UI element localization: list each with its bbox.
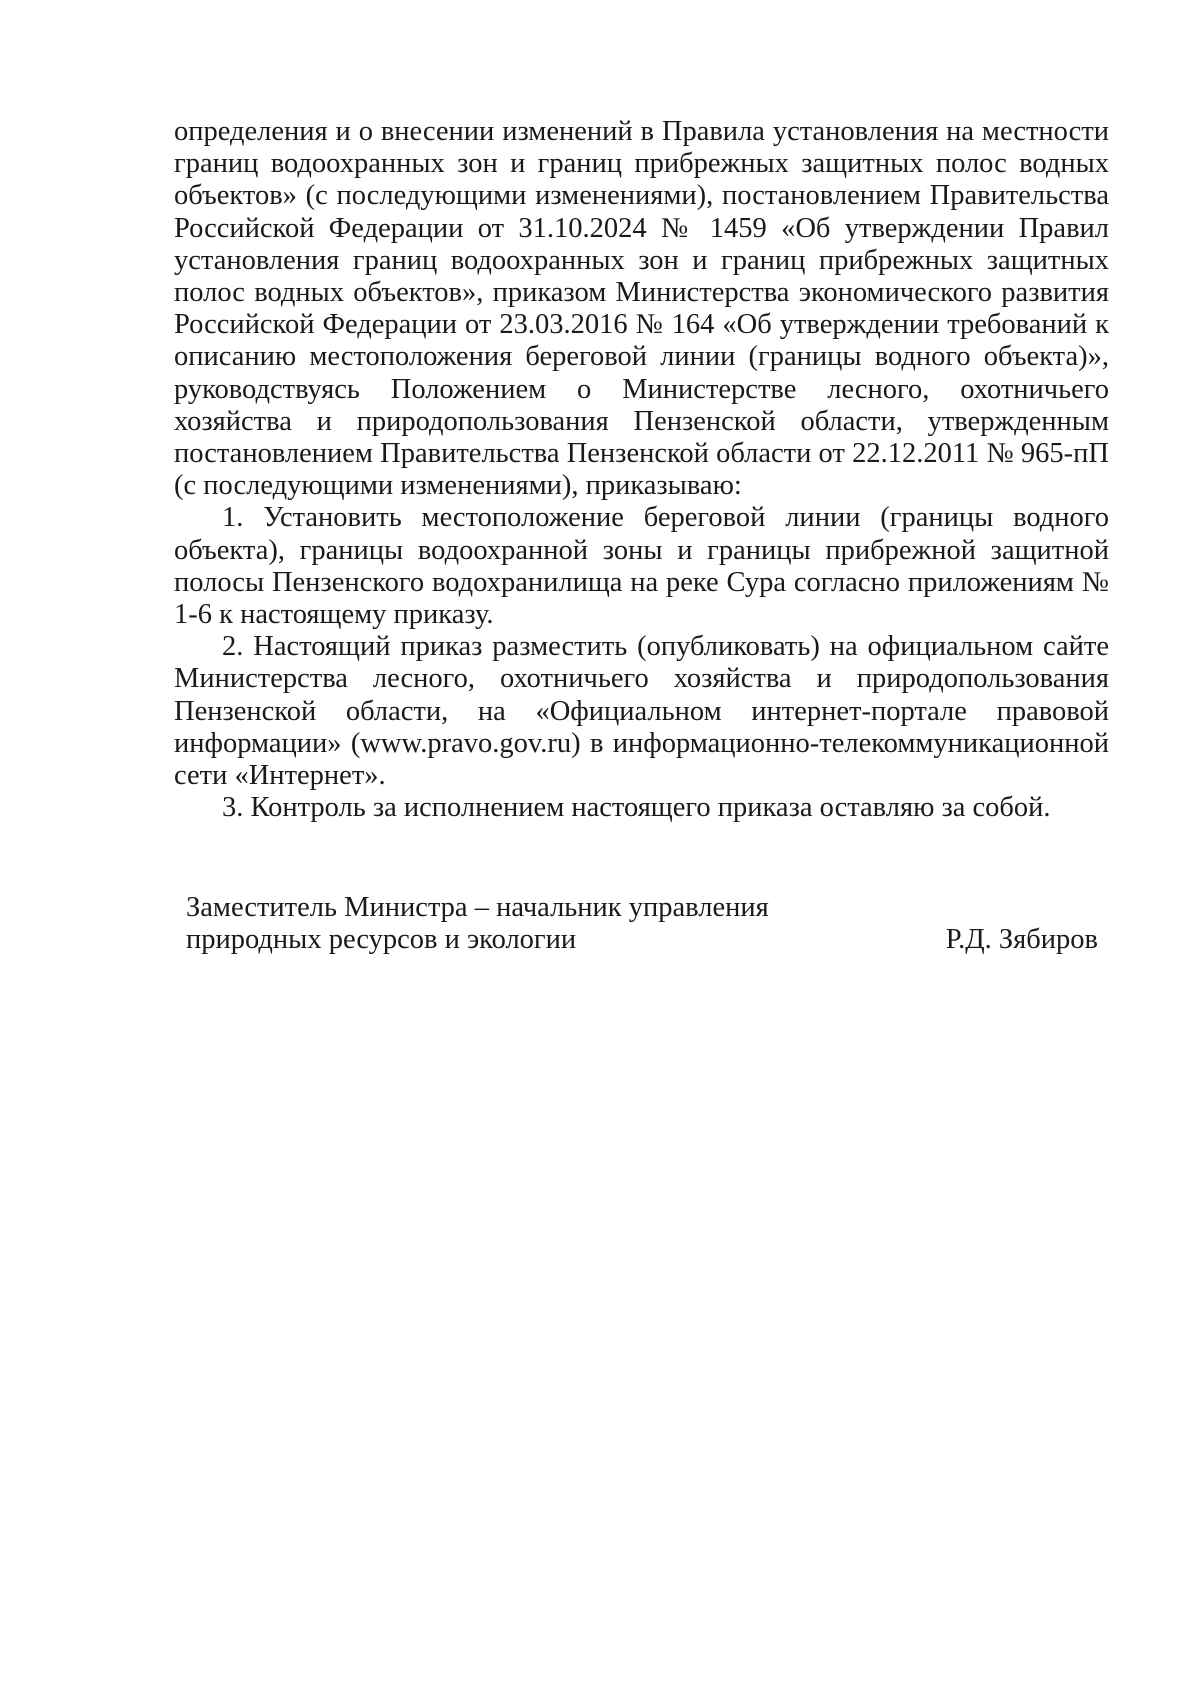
paragraph-item-1: 1. Установить местоположение береговой линии (границы водного объекта), границы водоохранной зоны и границы прибрежной защитной полосы Пензенского водохранилища на реке Сура согласно приложениям № 1-6 к настоящему приказу. — [174, 502, 1109, 631]
signatory-position-line-1: Заместитель Министра – начальник управления — [186, 892, 769, 923]
paragraph-item-2: 2. Настоящий приказ разместить (опубликовать) на официальном сайте Министерства лесного, охотничьего хозяйства и природопользования Пензенской области, на «Официальном интернет-портале правовой информации» (www.pravo.gov.ru) в информационно-телекоммуникационной сети «Интернет». — [174, 631, 1109, 792]
paragraph-preamble: определения и о внесении изменений в Правила установления на местности границ водоохранных зон и границ прибрежных защитных полос водных объектов» (с последующими изменениями), постановлением Правительства Российской Федерации от 31.10.2024 № 1459 «Об утверждении Правил установления границ водоохранных зон и границ прибрежных защитных полос водных объектов», приказом Министерства экономического развития Российской Федерации от 23.03.2016 № 164 «Об утверждении требований к описанию местоположения береговой линии (границы водного объекта)», руководствуясь Положением о Министерстве лесного, охотничьего хозяйства и природопользования Пензенской области, утвержденным постановлением Правительства Пензенской области от 22.12.2011 № 965-пП (с последующими изменениями), приказываю: — [174, 116, 1109, 502]
signature-block — [186, 892, 1098, 956]
document-body — [174, 116, 1109, 824]
signatory-name: Р.Д. Зябиров — [945, 924, 1098, 956]
paragraph-item-3: 3. Контроль за исполнением настоящего приказа оставляю за собой. — [222, 792, 1051, 824]
signatory-position-line-2: природных ресурсов и экологии — [186, 924, 577, 956]
